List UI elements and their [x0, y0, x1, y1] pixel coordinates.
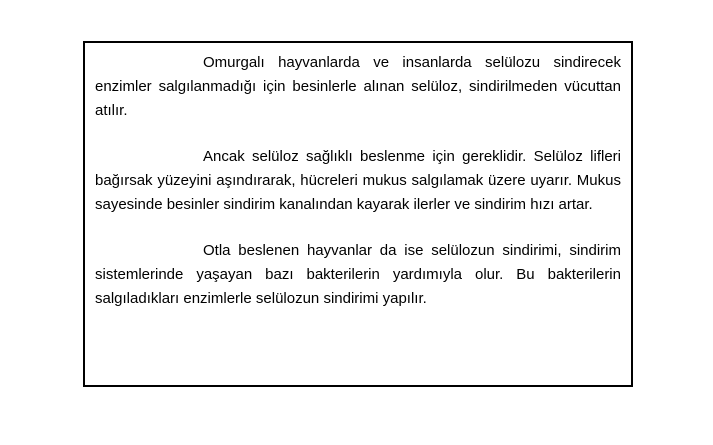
paragraph-ancak: Ancak selüloz sağlıklı beslenme için gereklidir. Selüloz lifleri bağırsak yüzeyini aşındırarak, hücreleri mukus salgılamak üzere uyarır. Mukus sayesinde besinler sindirim kanalından kayarak ilerler ve sindirim hızı artar. — [95, 148, 621, 213]
paragraph-otla: Otla beslenen hayvanlar da ise selülozun sindirimi, sindirim sistemlerinde yaşayan bazı bakterilerin yardımıyla olur. Bu bakterilerin salgıladıkları enzimlerle selülozun sindirimi yapılır. — [95, 242, 621, 307]
paragraph-omurgali: Omurgalı hayvanlarda ve insanlarda selülozu sindirecek enzimler salgılanmadığı için besinlerle alınan selüloz, sindirilmeden vücuttan atılır. — [95, 54, 621, 119]
text-box — [83, 41, 633, 387]
